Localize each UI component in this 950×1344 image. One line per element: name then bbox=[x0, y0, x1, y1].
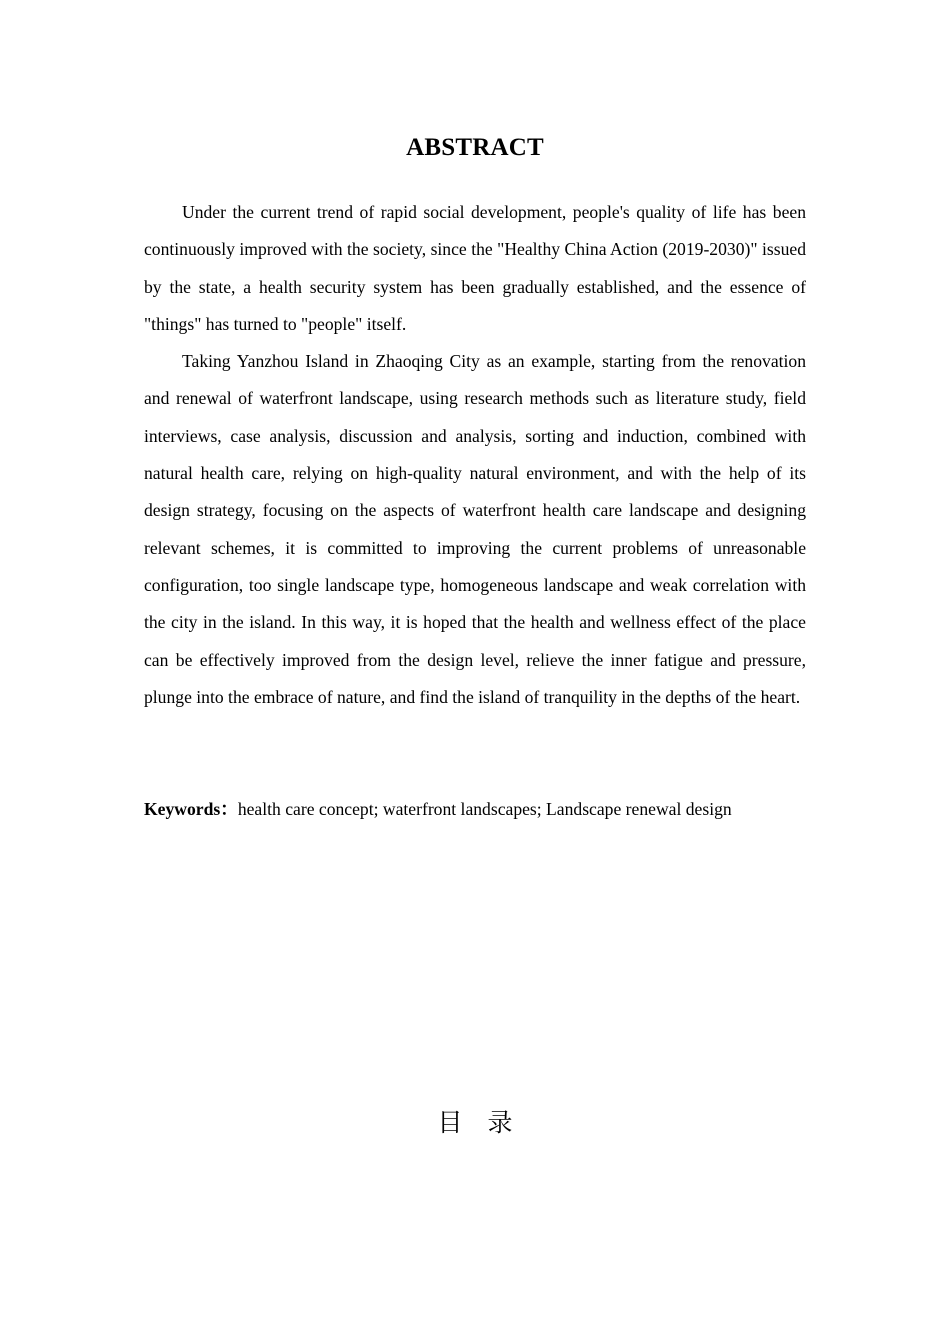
keywords-line bbox=[144, 791, 844, 828]
table-of-contents-title: 目 录 bbox=[437, 1108, 513, 1137]
keywords-label: Keywords： bbox=[144, 799, 238, 819]
keywords-text: health care concept; waterfront landscapes; Landscape renewal design bbox=[237, 799, 732, 819]
abstract-paragraph-2: Taking Yanzhou Island in Zhaoqing City as an example, starting from the renovation and renewal of waterfront landscape, using research methods such as literature study, field interviews, case analysis, discussion and analysis, sorting and induction, combined with natural health care, relying on high-quality natural environment, and with the help of its design strategy, focusing on the aspects of waterfront health care landscape and designing relevant schemes, it is committed to improving the current problems of unreasonable configuration, too single landscape type, homogeneous landscape and weak correlation with the city in the island. In this way, it is hoped that the health and wellness effect of the place can be effectively improved from the design level, relieve the inner fatigue and pressure, plunge into the embrace of nature, and find the island of tranquility in the depths of the heart. bbox=[144, 351, 806, 707]
abstract-paragraph-1: Under the current trend of rapid social development, people's quality of life has been continuously improved with the society, since the "Healthy China Action (2019-2030)" issued by the state, a health security system has been gradually established, and the essence of "things" has turned to "people" itself. bbox=[144, 202, 806, 334]
abstract-body bbox=[144, 194, 806, 716]
abstract-title: ABSTRACT bbox=[406, 134, 544, 161]
